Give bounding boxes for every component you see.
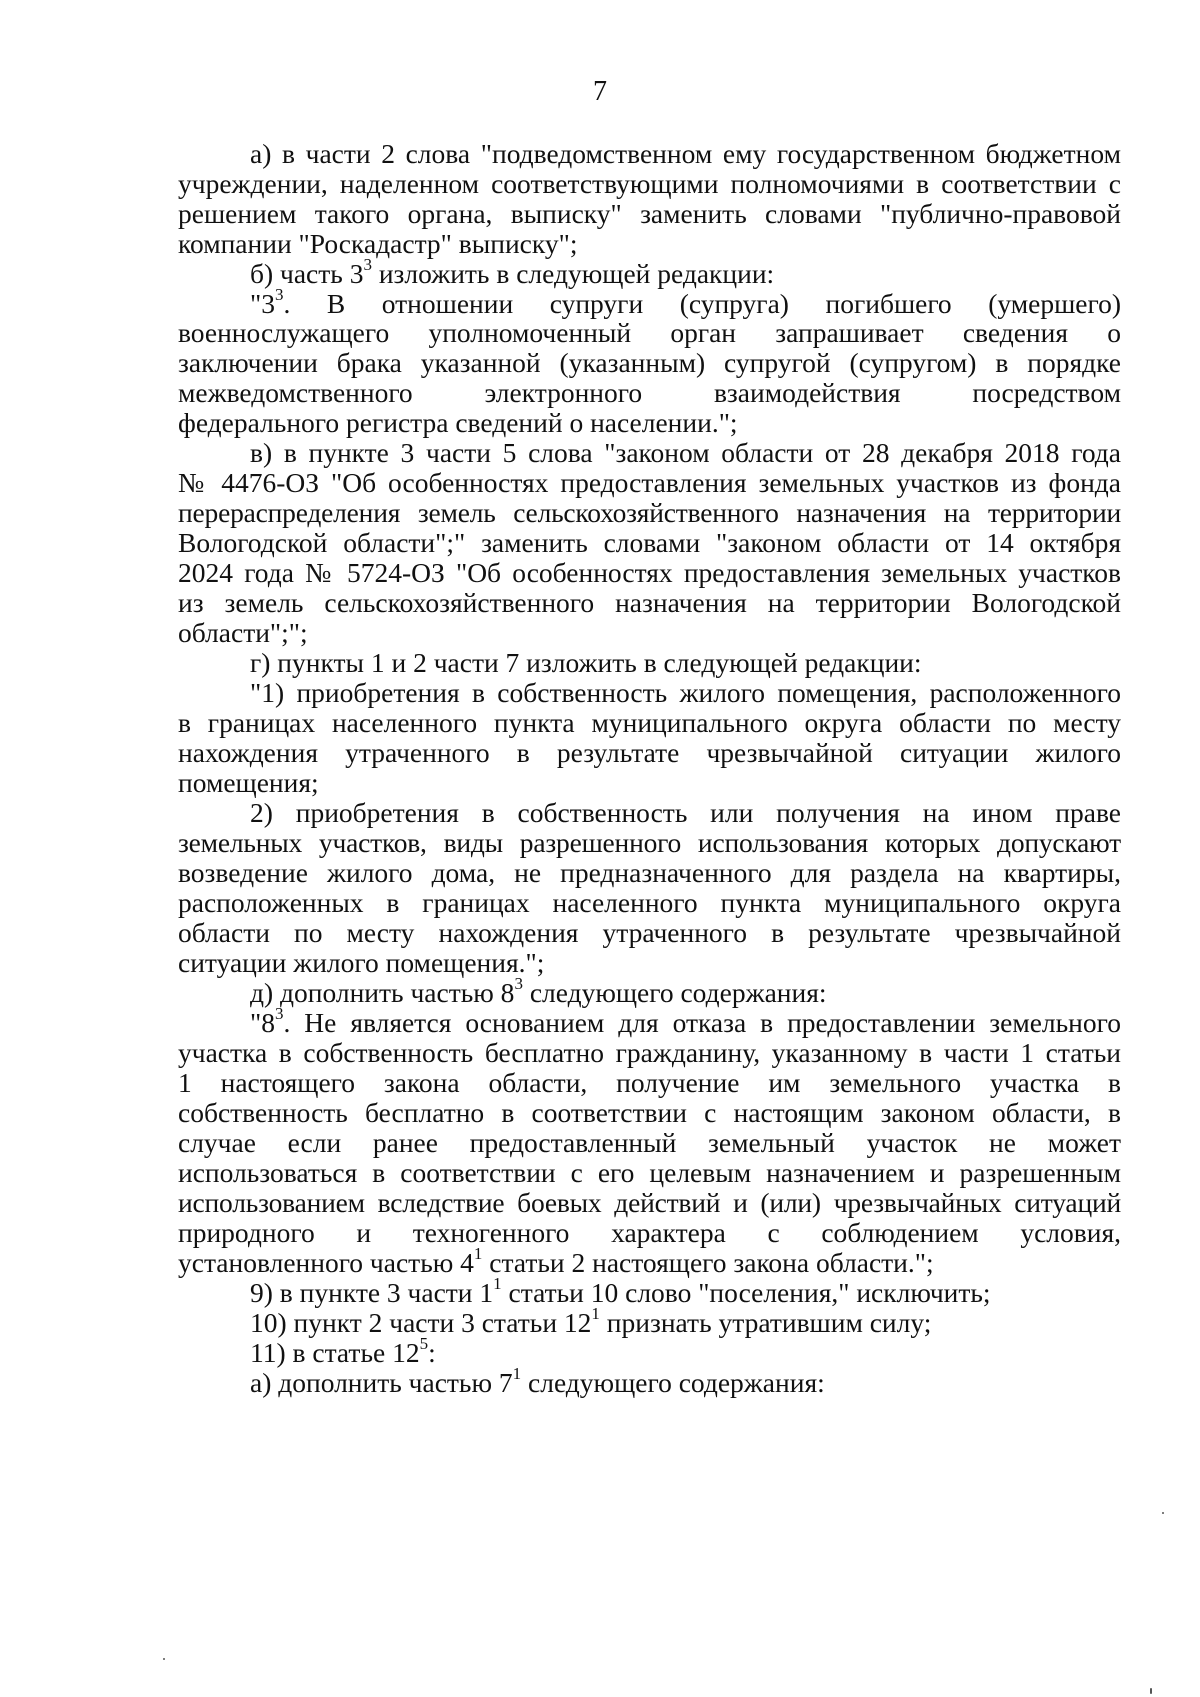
text-line: "1) приобретения в собственность жилого помещения, расположенного bbox=[250, 677, 1121, 708]
text-line: ситуации жилого помещения."; bbox=[178, 947, 545, 978]
text-line: из земель сельскохозяйственного назначения на территории Вологодской bbox=[178, 587, 1121, 618]
text-segment: д) дополнить частью 8 bbox=[250, 977, 515, 1008]
text-line: нахождения утраченного в результате чрезвычайной ситуации жилого bbox=[178, 737, 1121, 768]
text-line: военнослужащего уполномоченный орган запрашивает сведения о bbox=[178, 317, 1121, 348]
superscript: 1 bbox=[591, 1303, 600, 1323]
text-line: в) в пункте 3 части 5 слова "законом области от 28 декабря 2018 года bbox=[250, 437, 1121, 468]
text-line: 2024 года № 5724-ОЗ "Об особенностях предоставления земельных участков bbox=[178, 557, 1121, 588]
text-line: № 4476-ОЗ "Об особенностях предоставления земельных участков из фонда bbox=[178, 467, 1121, 498]
superscript: 1 bbox=[493, 1273, 502, 1293]
text-segment: статьи 2 настоящего закона области."; bbox=[482, 1247, 934, 1278]
text-line bbox=[250, 1333, 1121, 1369]
text-line: Вологодской области";" заменить словами "законом области от 14 октября bbox=[178, 527, 1121, 558]
text-line: 2) приобретения в собственность или получения на ином праве bbox=[250, 797, 1121, 828]
text-line: участка в собственность бесплатно гражданину, указанному в части 1 статьи bbox=[178, 1037, 1121, 1068]
text-line: федерального регистра сведений о населении."; bbox=[178, 407, 738, 438]
text-segment: а) дополнить частью 7 bbox=[250, 1367, 513, 1398]
text-segment: следующего содержания: bbox=[522, 977, 827, 1008]
text-line bbox=[250, 254, 1121, 290]
text-line: области";"; bbox=[178, 617, 308, 648]
text-line: заключении брака указанной (указанным) супругой (супругом) в порядке bbox=[178, 347, 1121, 378]
text-line: случае если ранее предоставленный земельный участок не может bbox=[178, 1127, 1121, 1158]
text-segment: . В отношении супруги (супруга) погибшего (умершего) bbox=[283, 288, 1121, 319]
text-line: учреждении, наделенном соответствующими полномочиями в соответствии с bbox=[178, 168, 1121, 199]
text-line: использованием вследствие боевых действий и (или) чрезвычайных ситуаций bbox=[178, 1187, 1121, 1218]
text-segment: "3 bbox=[250, 288, 275, 319]
text-line: 1 настоящего закона области, получение им земельного участка в bbox=[178, 1067, 1121, 1098]
page-number: 7 bbox=[593, 76, 607, 107]
text-line: межведомственного электронного взаимодействия посредством bbox=[178, 377, 1121, 408]
text-line bbox=[178, 1243, 1121, 1279]
text-segment: статьи 10 слово "поселения," исключить; bbox=[501, 1277, 991, 1308]
text-segment: 10) пункт 2 части 3 статьи 12 bbox=[250, 1307, 592, 1338]
superscript: 3 bbox=[514, 973, 523, 993]
text-line bbox=[250, 1363, 1121, 1399]
superscript: 1 bbox=[512, 1363, 522, 1383]
scan-speck bbox=[1150, 1688, 1152, 1694]
superscript: 5 bbox=[419, 1333, 429, 1353]
text-line: перераспределения земель сельскохозяйственного назначения на территории bbox=[178, 497, 1121, 528]
text-segment: признать утратившим силу; bbox=[599, 1307, 932, 1338]
text-line: г) пункты 1 и 2 части 7 изложить в следующей редакции: bbox=[250, 647, 922, 678]
text-segment: б) часть 3 bbox=[250, 258, 364, 289]
superscript: 3 bbox=[363, 254, 372, 274]
text-line: помещения; bbox=[178, 767, 319, 798]
superscript: 3 bbox=[274, 284, 284, 304]
text-line: возведение жилого дома, не предназначенного для раздела на квартиры, bbox=[178, 857, 1121, 888]
text-line: в границах населенного пункта муниципального округа области по месту bbox=[178, 707, 1121, 738]
text-line: расположенных в границах населенного пункта муниципального округа bbox=[178, 887, 1121, 918]
superscript: 1 bbox=[473, 1243, 483, 1263]
text-line: компании "Роскадастр" выписку"; bbox=[178, 228, 578, 259]
text-segment: установленного частью 4 bbox=[178, 1247, 474, 1278]
text-line: а) в части 2 слова "подведомственном ему государственном бюджетном bbox=[250, 138, 1121, 169]
scan-speck bbox=[163, 1658, 165, 1660]
text-line: собственность бесплатно в соответствии с настоящим законом области, в bbox=[178, 1097, 1121, 1128]
text-segment: . Не является основанием для отказа в предоставлении земельного bbox=[283, 1007, 1121, 1038]
text-line bbox=[250, 973, 1121, 1009]
text-line: земельных участков, виды разрешенного использования которых допускают bbox=[178, 827, 1121, 858]
text-segment: 11) в статье 12 bbox=[250, 1337, 420, 1368]
text-segment: "8 bbox=[250, 1007, 275, 1038]
text-segment: изложить в следующей редакции: bbox=[371, 258, 775, 289]
text-segment bbox=[250, 1003, 284, 1039]
text-line: решением такого органа, выписку" заменить словами "публично-правовой bbox=[178, 198, 1121, 229]
scan-speck bbox=[1162, 1512, 1164, 1514]
text-line bbox=[250, 1303, 1121, 1339]
superscript: 3 bbox=[274, 1003, 284, 1023]
text-line bbox=[250, 1003, 1121, 1039]
text-segment: : bbox=[428, 1337, 436, 1368]
text-segment: следующего содержания: bbox=[521, 1367, 825, 1398]
text-line: области по месту нахождения утраченного в результате чрезвычайной bbox=[178, 917, 1121, 948]
text-line: природного и техногенного характера с соблюдением условия, bbox=[178, 1217, 1121, 1248]
text-line bbox=[250, 1273, 1121, 1309]
text-line: использоваться в соответствии с его целевым назначением и разрешенным bbox=[178, 1157, 1121, 1188]
text-segment: 9) в пункте 3 части 1 bbox=[250, 1277, 494, 1308]
